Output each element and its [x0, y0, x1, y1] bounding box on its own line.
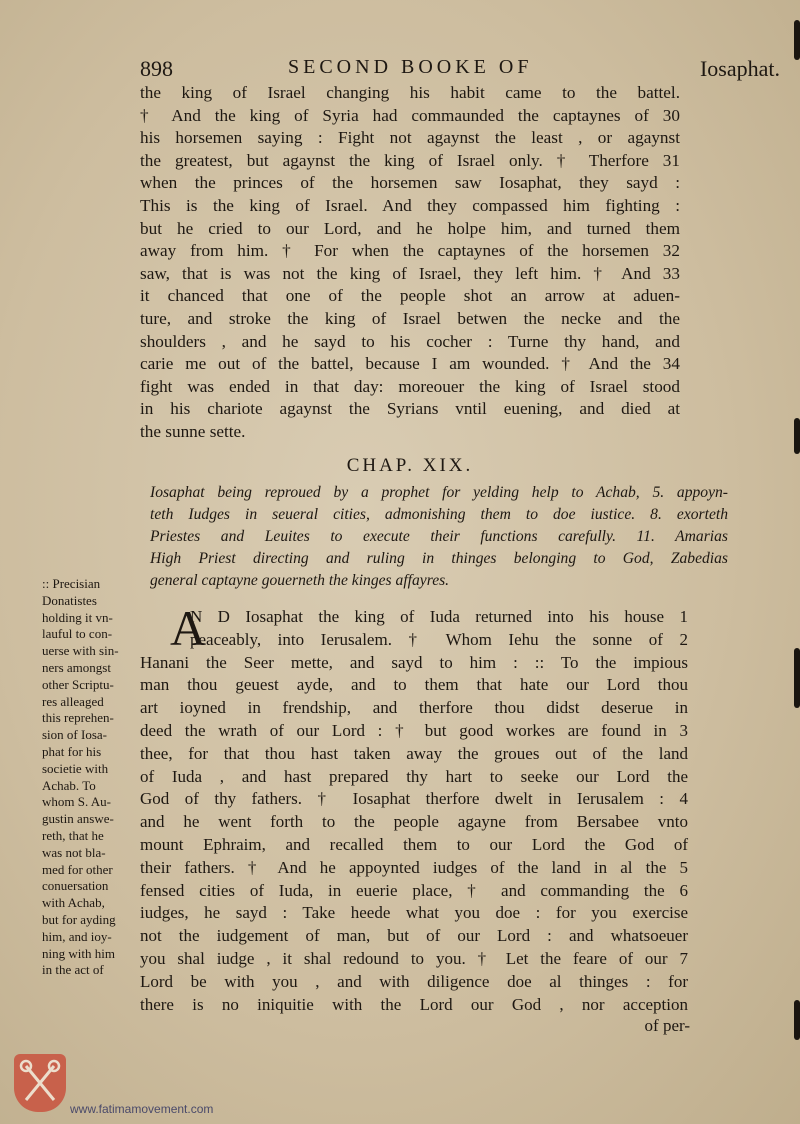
margin-line: med for other	[42, 861, 113, 877]
text-line: when the princes of the horsemen saw Iosaphat, they sayd :	[140, 173, 680, 193]
page-edge-mark	[794, 1000, 800, 1040]
margin-line: lauful to con-	[42, 626, 113, 642]
margin-line: other Scriptu-	[42, 676, 114, 692]
margin-line: Donatistes	[42, 592, 97, 608]
margin-line: ners amongst	[42, 659, 111, 675]
text-line: the sunne sette.	[140, 421, 246, 441]
drop-capital: A	[170, 600, 207, 656]
margin-line: societie with	[42, 760, 109, 776]
margin-line: holding it vn-	[42, 609, 113, 625]
margin-line: :: Precisian	[42, 576, 101, 591]
opening-text	[140, 82, 680, 444]
margin-line: conuersation	[42, 878, 109, 894]
chapter-heading: CHAP. XIX.	[346, 455, 474, 476]
book-name: Iosaphat.	[699, 56, 780, 81]
margin-line: was not bla-	[42, 844, 106, 860]
keys-icon	[14, 1054, 66, 1112]
margin-line: reth, that he	[42, 827, 104, 843]
text-line: deed the wrath of our Lord : † but good workes are found in 3	[140, 720, 688, 740]
summary-line: Iosaphat being reproued by a prophet for yelding help to Achab, 5. appoyn-	[150, 484, 728, 501]
text-line: it chanced that one of the people shot an arrow at aduen-	[140, 286, 680, 306]
summary-line: teth Iudges in seueral cities, admonishing them to doe iustice. 8. exorteth	[150, 506, 728, 523]
text-line: his horsemen saying : Fight not agaynst the least , or agaynst	[140, 128, 680, 148]
margin-line: sion of Iosa-	[42, 727, 107, 743]
margin-line: him, and ioy-	[42, 928, 112, 944]
page-edge-mark	[794, 648, 800, 708]
margin-line: ning with him	[42, 945, 115, 961]
text-line: and he went forth to the people agayne from Bersabee vnto	[140, 812, 688, 832]
papal-seal-logo	[14, 1054, 66, 1112]
margin-line: res alleaged	[42, 693, 104, 709]
margin-line: Achab. To	[42, 777, 96, 793]
catchword: of per-	[644, 1016, 690, 1035]
chapter-text	[140, 600, 688, 1016]
page-number: 898	[140, 56, 173, 81]
text-line: God of thy fathers. † Iosaphat therfore dwelt in Ierusalem : 4	[140, 789, 688, 809]
text-line: their fathers. † And he appoynted iudges of the land in al the 5	[140, 857, 688, 877]
text-line: fensed cities of Iuda, in euerie place, † and commanding the 6	[140, 880, 688, 900]
text-line: away from him. † For when the captaynes of the horsemen 32	[140, 241, 680, 261]
margin-line: phat for his	[42, 743, 102, 759]
text-line: fight was ended in that day: moreouer the king of Israel stood	[140, 376, 680, 396]
text-line: thee, for that thou hast taken away the groues out of the land	[140, 743, 688, 763]
text-line: This is the king of Israel. And they compassed him fighting :	[140, 195, 680, 215]
text-line: the king of Israel changing his habit came to the battel.	[140, 83, 680, 102]
text-line: N D Iosaphat the king of Iuda returned into his house 1	[190, 607, 688, 626]
watermark-url[interactable]: www.fatimamovement.com	[70, 1102, 214, 1116]
margin-line: with Achab,	[42, 895, 105, 911]
text-line: you shal iudge , it shal redound to you. † Let the feare of our 7	[140, 948, 688, 968]
text-line: not the iudgement of man, but of our Lord : and whatsoeuer	[140, 926, 688, 946]
text-line: the greatest, but agaynst the king of Israel only. † Therfore 31	[140, 150, 680, 170]
text-line: man thou geuest ayde, and to them that hate our Lord thou	[140, 675, 688, 695]
text-line: art ioyned in frendship, and therfore thou didst deserue in	[140, 698, 688, 718]
margin-line: uerse with sin-	[42, 643, 119, 659]
margin-line: gustin answe-	[42, 811, 114, 827]
margin-line: whom S. Au-	[42, 794, 111, 810]
summary-line: Priestes and Leuites to execute their functions carefully. 11. Amarias	[150, 528, 728, 545]
page-edge-mark	[794, 418, 800, 454]
summary-line: general captayne gouerneth the kinges affayres.	[150, 572, 450, 589]
text-line: mount Ephraim, and recalled them to our Lord the God of	[140, 834, 688, 854]
text-line: iudges, he sayd : Take heede what you doe : for you exercise	[140, 903, 688, 923]
summary-line: High Priest directing and ruling in thinges belonging to God, Zabedias	[150, 550, 728, 567]
running-title: SECOND BOOKE OF	[288, 56, 533, 78]
margin-line: in the act of	[42, 962, 104, 978]
text-line: ture, and stroke the king of Israel betwen the necke and the	[140, 308, 680, 328]
text-line: of Iuda , and hast prepared thy hart to seeke our Lord the	[140, 766, 688, 786]
margin-line: but for ayding	[42, 911, 116, 927]
text-line: Hanani the Seer mette, and sayd to him : :: To the impious	[140, 652, 688, 672]
text-line: peaceably, into Ierusalem. † Whom Iehu the sonne of 2	[190, 629, 688, 649]
text-line: carie me out of the battel, because I am wounded. † And the 34	[140, 354, 680, 374]
text-line: Lord be with you , and with diligence doe al thinges : for	[140, 971, 688, 991]
text-line: in his chariote agaynst the Syrians vntil euening, and died at	[140, 399, 680, 419]
text-line: there is no iniquitie with the Lord our God , nor acception	[140, 994, 688, 1014]
text-line: † And the king of Syria had commaunded the captaynes of 30	[140, 105, 680, 125]
page-edge-mark	[794, 20, 800, 60]
text-line: but he cried to our Lord, and he holpe him, and turned them	[140, 218, 680, 238]
margin-note	[42, 576, 162, 979]
margin-line: this reprehen-	[42, 710, 114, 726]
text-line: saw, that is was not the king of Israel, they left him. † And 33	[140, 263, 680, 283]
chapter-summary	[150, 482, 728, 592]
text-line: shoulders , and he sayd to his cocher : Turne thy hand, and	[140, 331, 680, 351]
